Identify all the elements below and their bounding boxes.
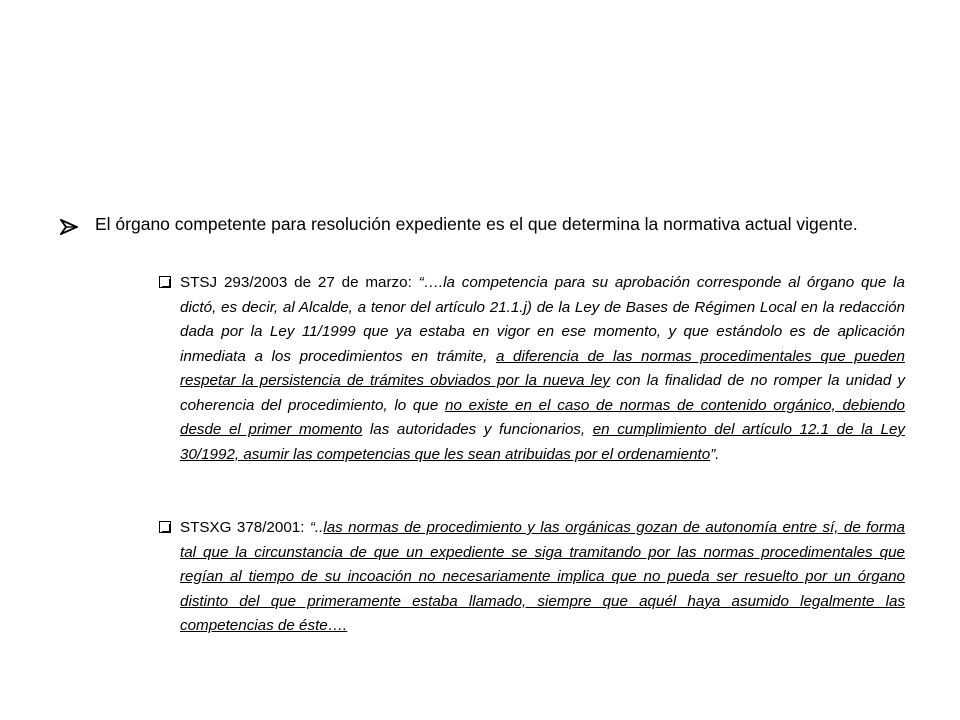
- citation-quote-end: ”.: [710, 445, 720, 463]
- citation-item-stsj: [159, 271, 905, 467]
- citation-text: [180, 516, 905, 639]
- citation-text: [180, 271, 905, 467]
- citation-quote-part: “….la competencia para su aprobación corresponde al órgano que la dictó, es decir, al Alcalde, a tenor del artículo 21.1.j) de la Ley de Bases de Régimen Local en la redacción dada por la Ley 11/1999 que ya estaba en vigor en ese momento, y que estándolo es de aplicación inmediata a los procedimientos en trámite,: [180, 274, 905, 365]
- citation-quote-part: “..: [309, 519, 324, 536]
- citation-underlined-part: no existe en el caso de normas de contenido orgánico, debiendo desde el primer momento: [180, 396, 905, 438]
- citation-label: STSJ 293/2003 de 27 de marzo:: [180, 274, 419, 291]
- citation-underlined-part: las normas de procedimiento y las orgánicas gozan de autonomía entre sí, de forma tal que la circunstancia de que un expediente se siga tramitando por las normas procedimentales que regían al tiempo de su incoación no necesariamente implica que no pueda ser resuelto por un órgano distinto del que primeramente estaba llamado, siempre que aquél haya asumido legalmente las competencias de éste….: [180, 519, 905, 634]
- main-point-text: El órgano competente para resolución expediente es el que determina la normativa actual vigente.: [95, 214, 858, 234]
- citation-underlined-part: en cumplimiento del artículo 12.1 de la Ley 30/1992, asumir las competencias que les sean atribuidas por el ordenamiento: [180, 421, 906, 463]
- citation-item-stsxg: [159, 516, 905, 639]
- main-bullet-point: [60, 214, 905, 235]
- citation-quote-part: con la finalidad de no romper la unidad y coherencia del procedimiento, lo que: [180, 372, 905, 414]
- checkbox-bullet-icon: [159, 276, 171, 288]
- checkbox-bullet-icon: [159, 521, 171, 533]
- citation-quote-part: las autoridades y funcionarios,: [362, 421, 593, 438]
- citation-underlined-part: a diferencia de las normas procedimentales que pueden respetar la persistencia de trámites obviados por la nueva ley: [180, 347, 905, 389]
- arrow-bullet-icon: [60, 219, 78, 235]
- citation-label: STSXG 378/2001:: [180, 519, 310, 536]
